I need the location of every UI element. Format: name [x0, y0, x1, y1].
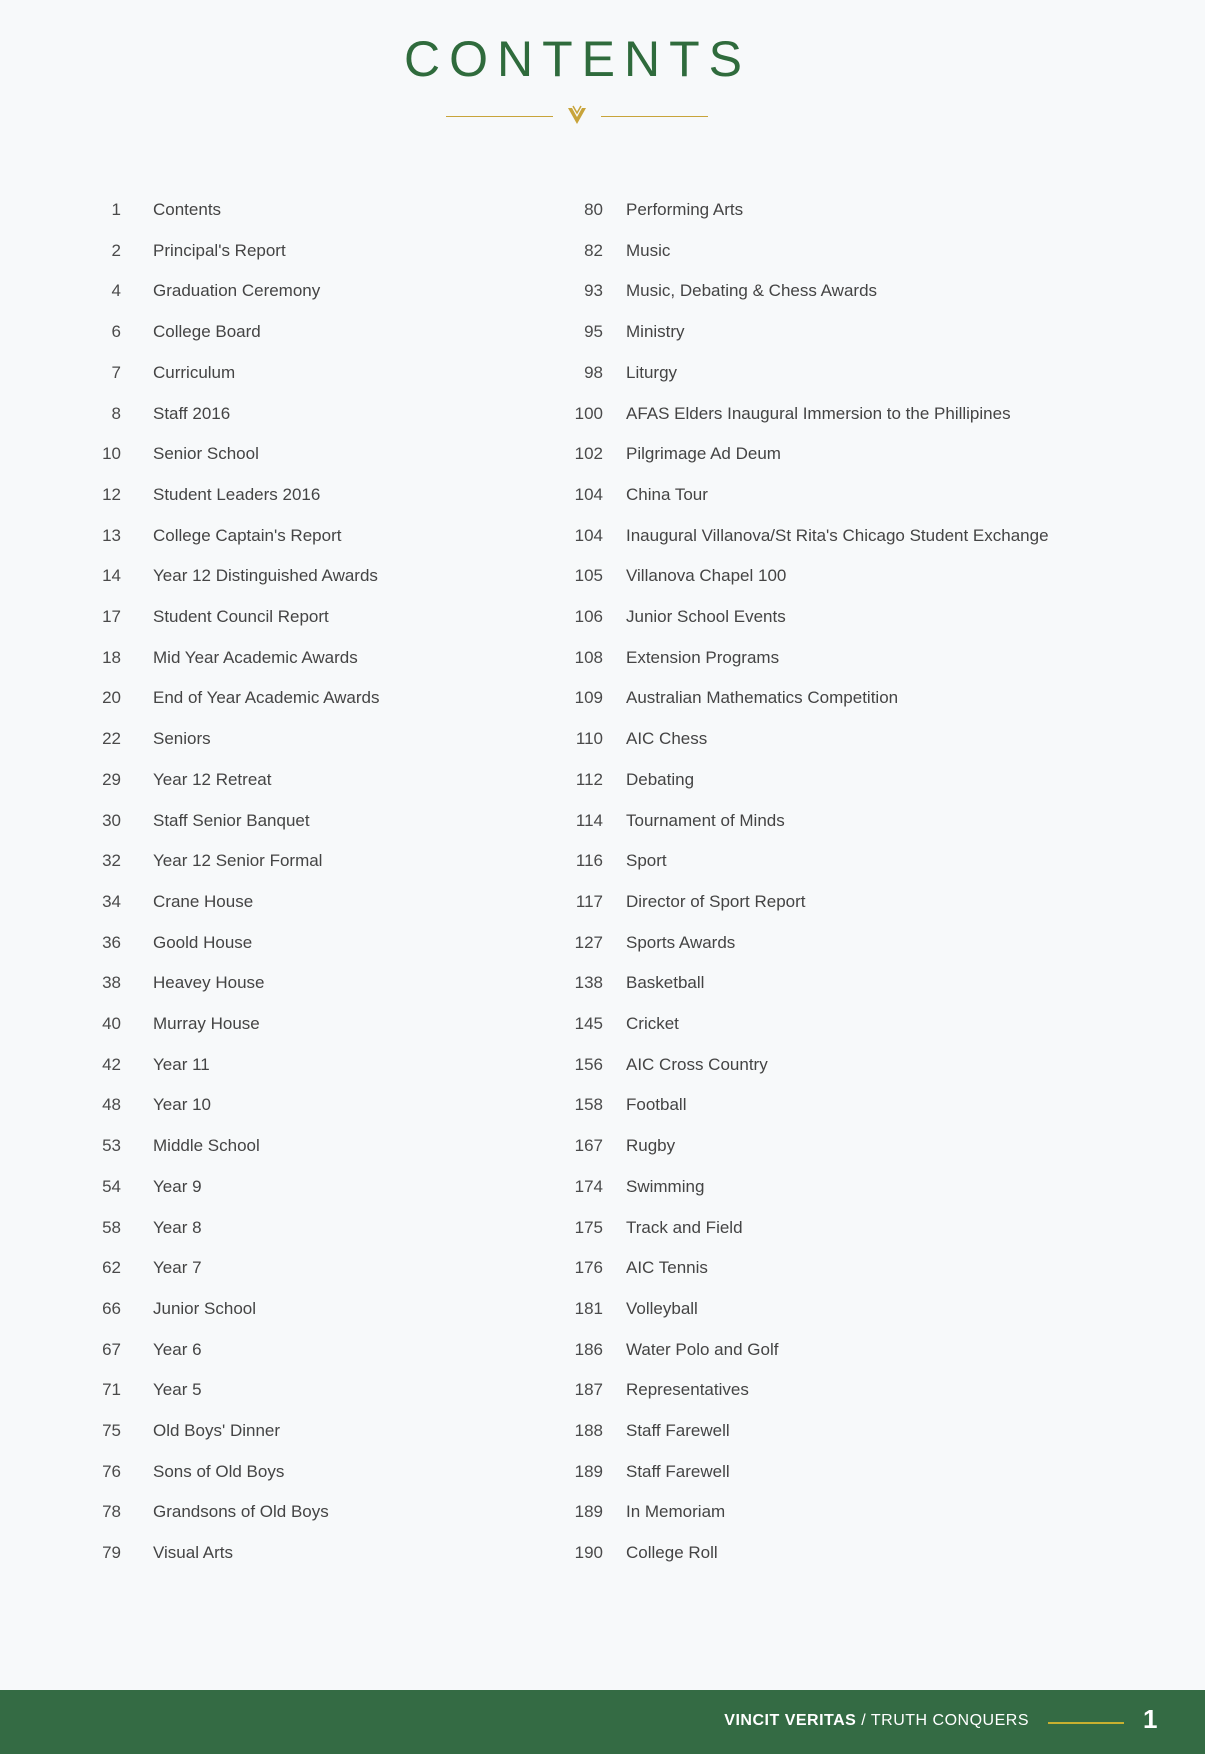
toc-entry-title: Middle School [153, 1136, 260, 1156]
toc-page-number: 10 [102, 444, 121, 464]
toc-entry-title: Contents [153, 200, 222, 219]
toc-entry-title: Murray House [153, 1014, 260, 1033]
toc-page-number: 109 [574, 688, 603, 708]
toc-entry-title: Mid Year Academic Awards [153, 647, 358, 667]
toc-entry-title: Debating [626, 769, 695, 789]
toc-entry-title: Volleyball [626, 1298, 698, 1318]
toc-entry-title: Rugby [626, 1136, 676, 1156]
toc-entry[interactable] [0, 770, 1205, 800]
toc-page-number: 58 [102, 1217, 121, 1237]
toc-entry[interactable] [0, 607, 1205, 637]
toc-entry[interactable] [0, 444, 1205, 474]
toc-page-number: 95 [584, 322, 603, 342]
toc-entry-title: Goold House [153, 932, 253, 952]
toc-entry[interactable] [0, 1014, 1205, 1044]
toc-entry[interactable] [0, 404, 1205, 434]
toc-entry-title: Year 11 [153, 1054, 210, 1074]
toc-entry-title: Crane House [153, 891, 254, 911]
title-divider-left [446, 116, 553, 117]
toc-entry-title: Curriculum [153, 362, 236, 382]
toc-entry[interactable] [0, 322, 1205, 352]
toc-entry[interactable] [0, 1136, 1205, 1166]
toc-entry-title: Graduation Ceremony [153, 281, 321, 301]
toc-entry[interactable] [0, 1421, 1205, 1451]
toc-entry-title: Music [626, 240, 671, 260]
title-divider-right [601, 116, 708, 117]
toc-entry-title: Year 7 [153, 1258, 202, 1278]
toc-entry-title: Year 8 [153, 1217, 202, 1237]
toc-entry[interactable] [0, 1462, 1205, 1492]
toc-page-number: 8 [111, 403, 121, 423]
toc-entry-title: Year 5 [153, 1380, 202, 1400]
toc-entry-title: Visual Arts [153, 1543, 234, 1563]
toc-entry-title: Water Polo and Golf [626, 1339, 779, 1359]
toc-entry-title: Old Boys' Dinner [153, 1421, 281, 1440]
toc-entry-title: Inaugural Villanova/St Rita's Chicago Student Exchange [626, 525, 1049, 545]
toc-page-number: 98 [584, 362, 603, 382]
toc-entry[interactable] [0, 1055, 1205, 1085]
toc-entry-title: Liturgy [626, 362, 678, 382]
toc-page-number: 102 [574, 444, 603, 464]
toc-entry-title: Sons of Old Boys [153, 1461, 285, 1481]
toc-page-number: 53 [102, 1136, 121, 1156]
toc-page-number: 138 [574, 973, 603, 993]
toc-page-number: 48 [102, 1095, 121, 1115]
footer-motto [724, 1712, 1029, 1730]
toc-entry-title: Ministry [626, 322, 685, 342]
toc-entry-title: Student Council Report [153, 607, 329, 626]
toc-page-number: 174 [574, 1176, 603, 1196]
toc-page-number: 2 [111, 240, 121, 260]
toc-entry-title: Extension Programs [626, 647, 780, 667]
toc-page-number: 110 [575, 729, 603, 749]
toc-entry-title: In Memoriam [626, 1502, 726, 1522]
toc-entry[interactable] [0, 1299, 1205, 1329]
toc-page-number: 116 [575, 851, 603, 871]
toc-entry[interactable] [0, 729, 1205, 759]
toc-page-number: 104 [574, 525, 603, 545]
toc-entry-title: Performing Arts [626, 200, 744, 219]
toc-page-number: 175 [574, 1217, 603, 1237]
toc-entry-title: Swimming [626, 1176, 705, 1196]
toc-entry-title: End of Year Academic Awards [153, 688, 380, 708]
page-number: 1 [1143, 1704, 1158, 1734]
toc-entry-title: Director of Sport Report [626, 891, 806, 911]
toc-page-number: 40 [102, 1014, 121, 1033]
toc-entry[interactable] [0, 811, 1205, 841]
footer-divider [1048, 1722, 1124, 1724]
toc-page-number: 93 [584, 281, 603, 301]
motto-latin: VINCIT VERITAS [724, 1712, 857, 1729]
toc-entry-title: Year 6 [153, 1339, 202, 1359]
page-footer [0, 1690, 1205, 1754]
toc-entry-title: Pilgrimage Ad Deum [626, 444, 781, 464]
toc-entry-title: Year 12 Distinguished Awards [153, 566, 378, 586]
toc-page-number: 82 [584, 240, 603, 260]
toc-entry[interactable] [0, 1095, 1205, 1125]
toc-page-number: 54 [102, 1176, 121, 1196]
toc-page-number: 18 [102, 647, 121, 667]
toc-entry[interactable] [0, 892, 1205, 922]
toc-entry[interactable] [0, 241, 1205, 271]
toc-page-number: 105 [574, 566, 603, 586]
toc-page-number: 100 [574, 403, 603, 423]
toc-entry[interactable] [0, 648, 1205, 678]
toc-page-number: 117 [575, 891, 603, 911]
toc-page-number: 188 [574, 1421, 603, 1440]
toc-entry-title: Staff Farewell [626, 1421, 730, 1440]
toc-entry[interactable] [0, 933, 1205, 963]
toc-entry[interactable] [0, 485, 1205, 515]
toc-entry-title: AIC Tennis [626, 1258, 708, 1278]
toc-entry-title: Heavey House [153, 973, 265, 993]
toc-entry[interactable] [0, 1340, 1205, 1370]
toc-entry-title: AFAS Elders Inaugural Immersion to the Phillipines [626, 403, 1011, 423]
toc-page-number: 29 [102, 769, 121, 789]
toc-page-number: 20 [102, 688, 121, 708]
motto-english: / TRUTH CONQUERS [856, 1712, 1029, 1729]
toc-page-number: 67 [102, 1339, 121, 1359]
toc-entry[interactable] [0, 1258, 1205, 1288]
toc-page-number: 17 [102, 607, 121, 626]
toc-entry-title: Music, Debating & Chess Awards [626, 281, 878, 301]
toc-entry[interactable] [0, 566, 1205, 596]
toc-entry-title: Representatives [626, 1380, 749, 1400]
toc-entry-title: College Captain's Report [153, 525, 342, 545]
toc-entry-title: Basketball [626, 973, 705, 993]
toc-page-number: 181 [574, 1298, 603, 1318]
toc-entry-title: Senior School [153, 444, 259, 464]
toc-entry[interactable] [0, 200, 1205, 230]
toc-entry[interactable] [0, 1218, 1205, 1248]
toc-page-number: 12 [102, 484, 121, 504]
toc-page-number: 7 [111, 362, 121, 382]
toc-page-number: 190 [574, 1543, 603, 1563]
toc-entry-title: Year 10 [153, 1095, 211, 1115]
toc-entry-title: AIC Chess [626, 729, 708, 749]
toc-entry-title: China Tour [626, 484, 708, 504]
toc-page-number: 6 [111, 322, 121, 342]
toc-page-number: 71 [102, 1380, 121, 1400]
toc-entry[interactable] [0, 1380, 1205, 1410]
toc-page-number: 42 [102, 1054, 121, 1074]
toc-entry-title: Staff Farewell [626, 1461, 730, 1481]
toc-page-number: 1 [111, 200, 121, 219]
toc-page-number: 32 [102, 851, 121, 871]
toc-entry[interactable] [0, 1502, 1205, 1532]
toc-page-number: 75 [102, 1421, 121, 1440]
toc-entry-title: Cricket [626, 1014, 679, 1033]
toc-entry-title: Seniors [153, 729, 211, 749]
toc-page-number: 22 [102, 729, 121, 749]
toc-page-number: 187 [574, 1380, 603, 1400]
toc-page-number: 36 [102, 932, 121, 952]
toc-entry-title: AIC Cross Country [626, 1054, 768, 1074]
crest-icon [566, 104, 588, 126]
toc-page-number: 34 [102, 891, 121, 911]
toc-entry-title: Junior School [153, 1298, 257, 1318]
toc-entry-title: Football [626, 1095, 687, 1115]
toc-entry-title: Student Leaders 2016 [153, 484, 321, 504]
toc-entry-title: College Board [153, 322, 261, 342]
toc-entry[interactable] [0, 281, 1205, 311]
toc-page-number: 189 [574, 1461, 603, 1481]
toc-entry[interactable] [0, 1177, 1205, 1207]
toc-page-number: 114 [575, 810, 603, 830]
toc-entry[interactable] [0, 363, 1205, 393]
toc-entry-title: Track and Field [626, 1217, 743, 1237]
toc-entry[interactable] [0, 851, 1205, 881]
toc-entry-title: Sport [626, 851, 667, 871]
toc-page-number: 76 [102, 1461, 121, 1481]
toc-entry[interactable] [0, 1543, 1205, 1573]
toc-entry-title: Year 9 [153, 1176, 202, 1196]
toc-page-number: 14 [102, 566, 121, 586]
toc-entry-title: Year 12 Senior Formal [153, 851, 323, 871]
toc-page-number: 80 [584, 200, 603, 219]
toc-page-number: 145 [574, 1014, 603, 1033]
toc-page-number: 156 [574, 1054, 603, 1074]
toc-page-number: 158 [574, 1095, 603, 1115]
toc-page-number: 66 [102, 1298, 121, 1318]
toc-entry[interactable] [0, 526, 1205, 556]
toc-page-number: 112 [575, 769, 603, 789]
toc-page-number: 167 [574, 1136, 603, 1156]
toc-page-number: 62 [102, 1258, 121, 1278]
toc-entry[interactable] [0, 688, 1205, 718]
toc-page-number: 78 [102, 1502, 121, 1522]
toc-page-number: 189 [574, 1502, 603, 1522]
toc-entry-title: Sports Awards [626, 932, 736, 952]
toc-entry[interactable] [0, 973, 1205, 1003]
toc-page-number: 4 [111, 281, 121, 301]
toc-entry-title: Australian Mathematics Competition [626, 688, 899, 708]
toc-page-number: 108 [574, 647, 603, 667]
toc-page-number: 127 [574, 932, 603, 952]
toc-entry-title: Staff 2016 [153, 403, 231, 423]
toc-entry-title: College Roll [626, 1543, 718, 1563]
toc-page-number: 13 [102, 525, 121, 545]
toc-entry-title: Tournament of Minds [626, 810, 785, 830]
toc-page-number: 104 [574, 484, 603, 504]
page-title: CONTENTS [404, 31, 751, 87]
toc-page-number: 79 [102, 1543, 121, 1563]
toc-entry-title: Principal's Report [153, 240, 286, 260]
toc-page-number: 106 [574, 607, 603, 626]
toc-page-number: 176 [574, 1258, 603, 1278]
toc-page-number: 186 [574, 1339, 603, 1359]
toc-entry-title: Grandsons of Old Boys [153, 1502, 329, 1522]
toc-entry-title: Villanova Chapel 100 [626, 566, 787, 586]
toc-entry-title: Staff Senior Banquet [153, 810, 310, 830]
toc-entry-title: Year 12 Retreat [153, 769, 272, 789]
toc-page-number: 30 [102, 810, 121, 830]
toc-page-number: 38 [102, 973, 121, 993]
toc-entry-title: Junior School Events [626, 607, 786, 626]
